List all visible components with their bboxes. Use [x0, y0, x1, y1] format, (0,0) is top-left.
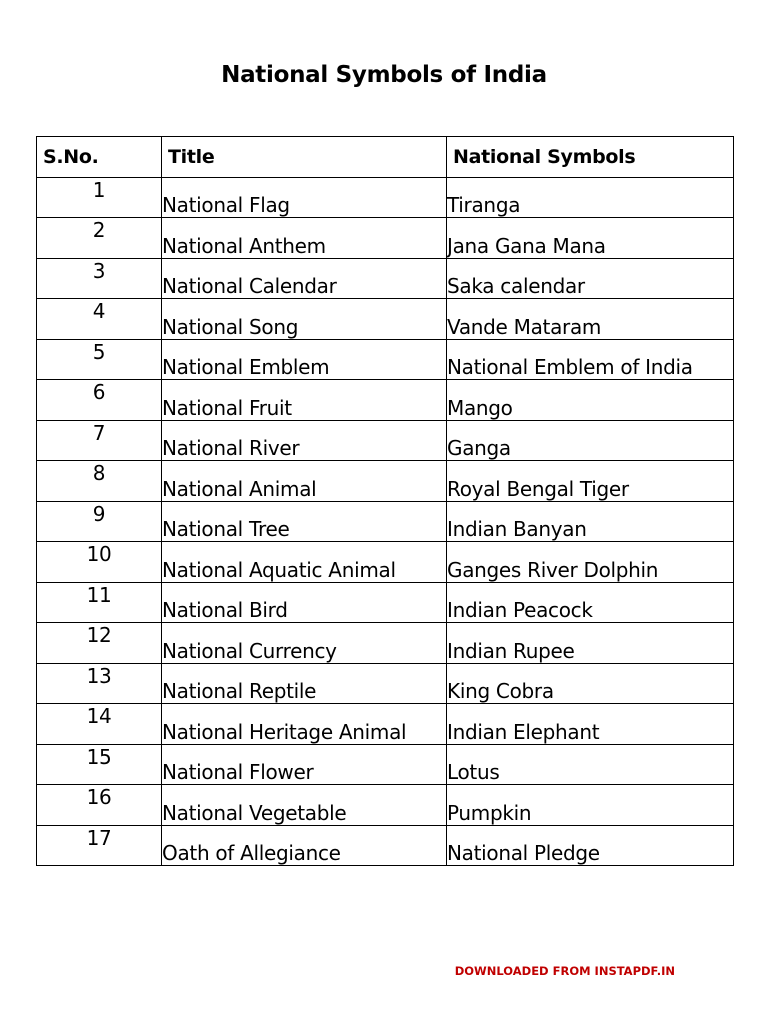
row-national-symbol: Tiranga — [447, 177, 734, 218]
header-national-symbols: National Symbols — [447, 137, 734, 178]
row-national-symbol: Saka calendar — [447, 258, 734, 299]
row-title: National Song — [162, 299, 447, 340]
row-title: National Currency — [162, 623, 447, 664]
row-sno: 3 — [37, 258, 162, 299]
row-title: National Heritage Animal — [162, 704, 447, 745]
row-title: National Bird — [162, 582, 447, 623]
row-title: National Calendar — [162, 258, 447, 299]
table-row — [37, 582, 734, 623]
row-sno: 17 — [37, 825, 162, 866]
header-title: Title — [162, 137, 447, 178]
row-national-symbol: Jana Gana Mana — [447, 218, 734, 259]
symbols-table — [36, 136, 734, 866]
row-title: National Vegetable — [162, 785, 447, 826]
table-row — [37, 542, 734, 583]
row-sno: 1 — [37, 177, 162, 218]
row-national-symbol: Royal Bengal Tiger — [447, 461, 734, 502]
row-national-symbol: Pumpkin — [447, 785, 734, 826]
row-national-symbol: King Cobra — [447, 663, 734, 704]
table-body — [37, 177, 734, 866]
table-row — [37, 461, 734, 502]
table-header-row — [37, 137, 734, 178]
row-sno: 10 — [37, 542, 162, 583]
page-title: National Symbols of India — [221, 62, 547, 88]
row-sno: 9 — [37, 501, 162, 542]
row-national-symbol: Indian Elephant — [447, 704, 734, 745]
table-row — [37, 218, 734, 259]
table-row — [37, 785, 734, 826]
row-title: Oath of Allegiance — [162, 825, 447, 866]
row-title: National Animal — [162, 461, 447, 502]
row-national-symbol: Ganges River Dolphin — [447, 542, 734, 583]
row-sno: 15 — [37, 744, 162, 785]
table-row — [37, 299, 734, 340]
row-sno: 8 — [37, 461, 162, 502]
table-row — [37, 177, 734, 218]
row-title: National Fruit — [162, 380, 447, 421]
row-sno: 12 — [37, 623, 162, 664]
row-national-symbol: National Pledge — [447, 825, 734, 866]
row-national-symbol: Vande Mataram — [447, 299, 734, 340]
row-national-symbol: Mango — [447, 380, 734, 421]
row-sno: 13 — [37, 663, 162, 704]
row-sno: 14 — [37, 704, 162, 745]
row-sno: 16 — [37, 785, 162, 826]
table-row — [37, 501, 734, 542]
row-sno: 5 — [37, 339, 162, 380]
table-row — [37, 623, 734, 664]
table-row — [37, 663, 734, 704]
row-title: National Flower — [162, 744, 447, 785]
table-row — [37, 339, 734, 380]
row-sno: 6 — [37, 380, 162, 421]
header-sno: S.No. — [37, 137, 162, 178]
row-title: National Anthem — [162, 218, 447, 259]
row-national-symbol: National Emblem of India — [447, 339, 734, 380]
table-row — [37, 704, 734, 745]
row-sno: 7 — [37, 420, 162, 461]
row-title: National Tree — [162, 501, 447, 542]
row-sno: 2 — [37, 218, 162, 259]
table-row — [37, 420, 734, 461]
row-title: National Reptile — [162, 663, 447, 704]
row-national-symbol: Ganga — [447, 420, 734, 461]
table-row — [37, 258, 734, 299]
row-national-symbol: Indian Rupee — [447, 623, 734, 664]
row-national-symbol: Indian Banyan — [447, 501, 734, 542]
row-title: National Aquatic Animal — [162, 542, 447, 583]
row-sno: 11 — [37, 582, 162, 623]
row-sno: 4 — [37, 299, 162, 340]
table-row — [37, 825, 734, 866]
table-row — [37, 380, 734, 421]
row-title: National Flag — [162, 177, 447, 218]
table-row — [37, 744, 734, 785]
row-title: National River — [162, 420, 447, 461]
row-title: National Emblem — [162, 339, 447, 380]
row-national-symbol: Indian Peacock — [447, 582, 734, 623]
download-source-note: DOWNLOADED FROM INSTAPDF.IN — [454, 964, 675, 978]
row-national-symbol: Lotus — [447, 744, 734, 785]
